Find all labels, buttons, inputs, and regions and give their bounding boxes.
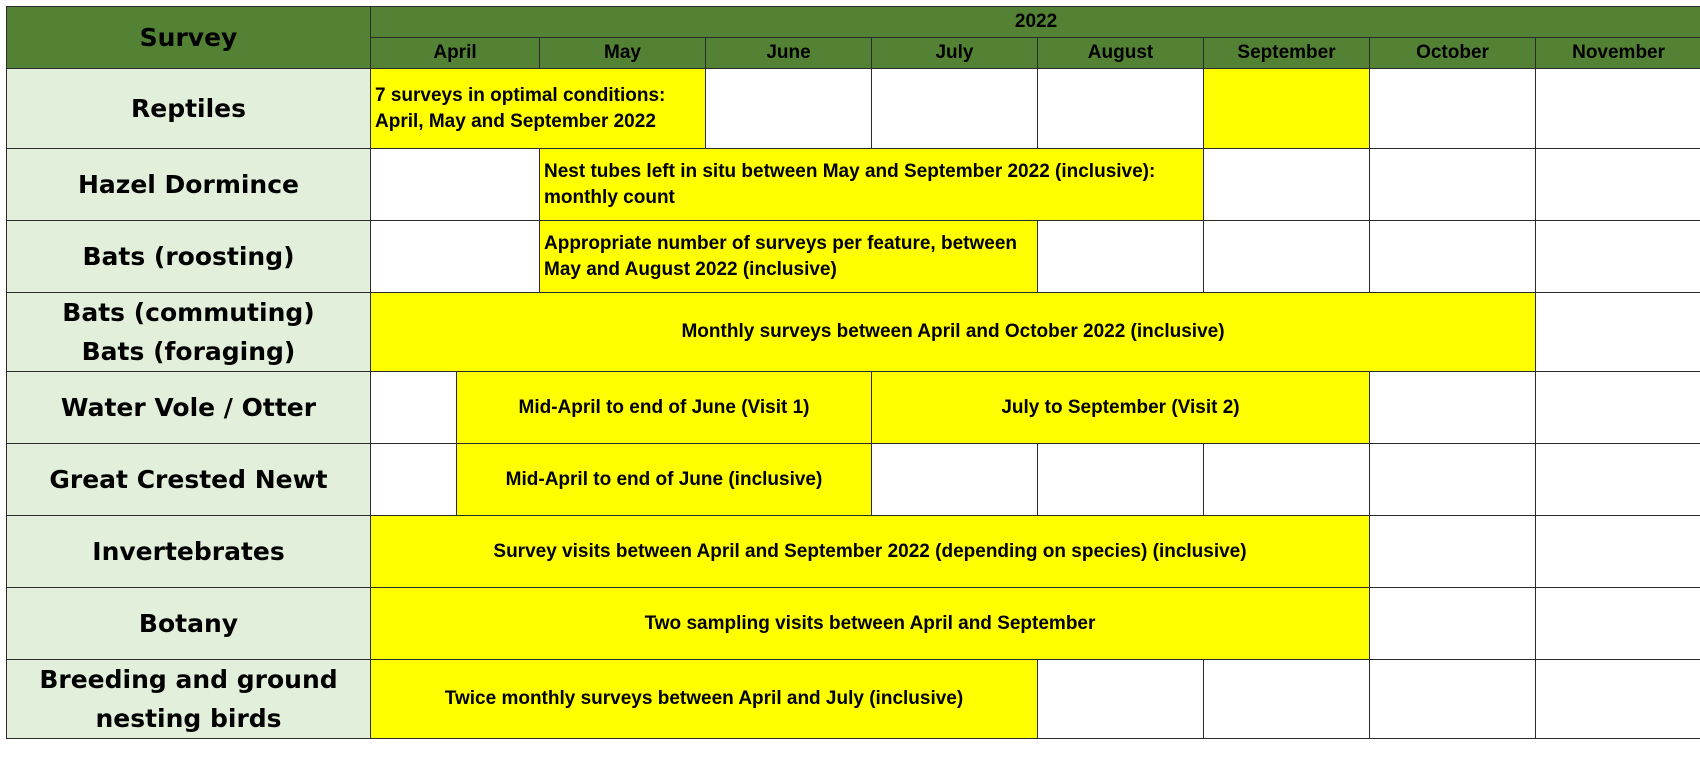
period-hazel-dormince: Nest tubes left in situ between May and September 2022 (inclusive): monthly count [540, 149, 1204, 221]
empty-cell [371, 221, 540, 293]
row-label-bats-commuting-foraging [7, 293, 371, 372]
empty-cell [1536, 69, 1700, 149]
period-botany: Two sampling visits between April and September [371, 588, 1370, 660]
empty-cell [1370, 69, 1536, 149]
table-row [7, 516, 1700, 588]
period-great-crested-newt: Mid-April to end of June (inclusive) [457, 444, 872, 516]
empty-cell [1536, 516, 1700, 588]
empty-cell [1536, 293, 1700, 372]
empty-cell [706, 69, 872, 149]
month-header-april: April [371, 38, 540, 69]
empty-cell [371, 444, 457, 516]
survey-header: Survey [7, 7, 371, 69]
row-label-breeding-birds [7, 660, 371, 739]
empty-cell [1370, 372, 1536, 444]
row-label-line: Bats (foraging) [81, 337, 296, 366]
period-bats-roosting: Appropriate number of surveys per feature, between May and August 2022 (inclusive) [540, 221, 1038, 293]
row-label-great-crested-newt: Great Crested Newt [7, 444, 371, 516]
table-row [7, 293, 1700, 372]
month-header-november: November [1536, 38, 1700, 69]
period-water-vole-visit-2: July to September (Visit 2) [872, 372, 1370, 444]
empty-cell [371, 372, 457, 444]
month-header-july: July [872, 38, 1038, 69]
row-label-invertebrates: Invertebrates [7, 516, 371, 588]
month-header-june: June [706, 38, 872, 69]
year-header: 2022 [371, 7, 1700, 38]
empty-cell [1536, 588, 1700, 660]
period-water-vole-visit-1: Mid-April to end of June (Visit 1) [457, 372, 872, 444]
empty-cell [1370, 444, 1536, 516]
month-header-september: September [1204, 38, 1370, 69]
empty-cell [1370, 588, 1536, 660]
empty-cell [1370, 149, 1536, 221]
row-label-line: Breeding and ground [39, 665, 338, 694]
empty-cell [1204, 149, 1370, 221]
empty-cell [872, 444, 1038, 516]
month-header-august: August [1038, 38, 1204, 69]
row-label-line: Bats (commuting) [62, 298, 315, 327]
empty-cell [1038, 444, 1204, 516]
row-label-bats-roosting: Bats (roosting) [7, 221, 371, 293]
empty-cell [1038, 660, 1204, 739]
period-invertebrates: Survey visits between April and September 2022 (depending on species) (inclusive) [371, 516, 1370, 588]
empty-cell [1536, 221, 1700, 293]
period-reptiles: 7 surveys in optimal conditions: April, May and September 2022 [371, 69, 706, 149]
empty-cell [371, 149, 540, 221]
empty-cell [1038, 221, 1204, 293]
row-label-line: nesting birds [95, 704, 282, 733]
row-label-botany: Botany [7, 588, 371, 660]
empty-cell [1536, 444, 1700, 516]
row-label-reptiles: Reptiles [7, 69, 371, 149]
table-row [7, 149, 1700, 221]
table-row [7, 372, 1700, 444]
empty-cell [1370, 660, 1536, 739]
month-header-may: May [540, 38, 706, 69]
empty-cell [1204, 444, 1370, 516]
period-reptiles-september [1204, 69, 1370, 149]
table-row [7, 444, 1700, 516]
empty-cell [1536, 660, 1700, 739]
table-row [7, 221, 1700, 293]
period-bats-commuting-foraging: Monthly surveys between April and October 2022 (inclusive) [371, 293, 1536, 372]
month-header-october: October [1370, 38, 1536, 69]
table-row [7, 588, 1700, 660]
empty-cell [872, 69, 1038, 149]
empty-cell [1204, 221, 1370, 293]
empty-cell [1536, 149, 1700, 221]
empty-cell [1370, 221, 1536, 293]
period-breeding-birds: Twice monthly surveys between April and July (inclusive) [371, 660, 1038, 739]
empty-cell [1038, 69, 1204, 149]
table-row [7, 660, 1700, 739]
empty-cell [1204, 660, 1370, 739]
survey-calendar-table [6, 6, 1700, 739]
empty-cell [1370, 516, 1536, 588]
row-label-water-vole-otter: Water Vole / Otter [7, 372, 371, 444]
row-label-hazel-dormince: Hazel Dormince [7, 149, 371, 221]
table-row [7, 69, 1700, 149]
empty-cell [1536, 372, 1700, 444]
